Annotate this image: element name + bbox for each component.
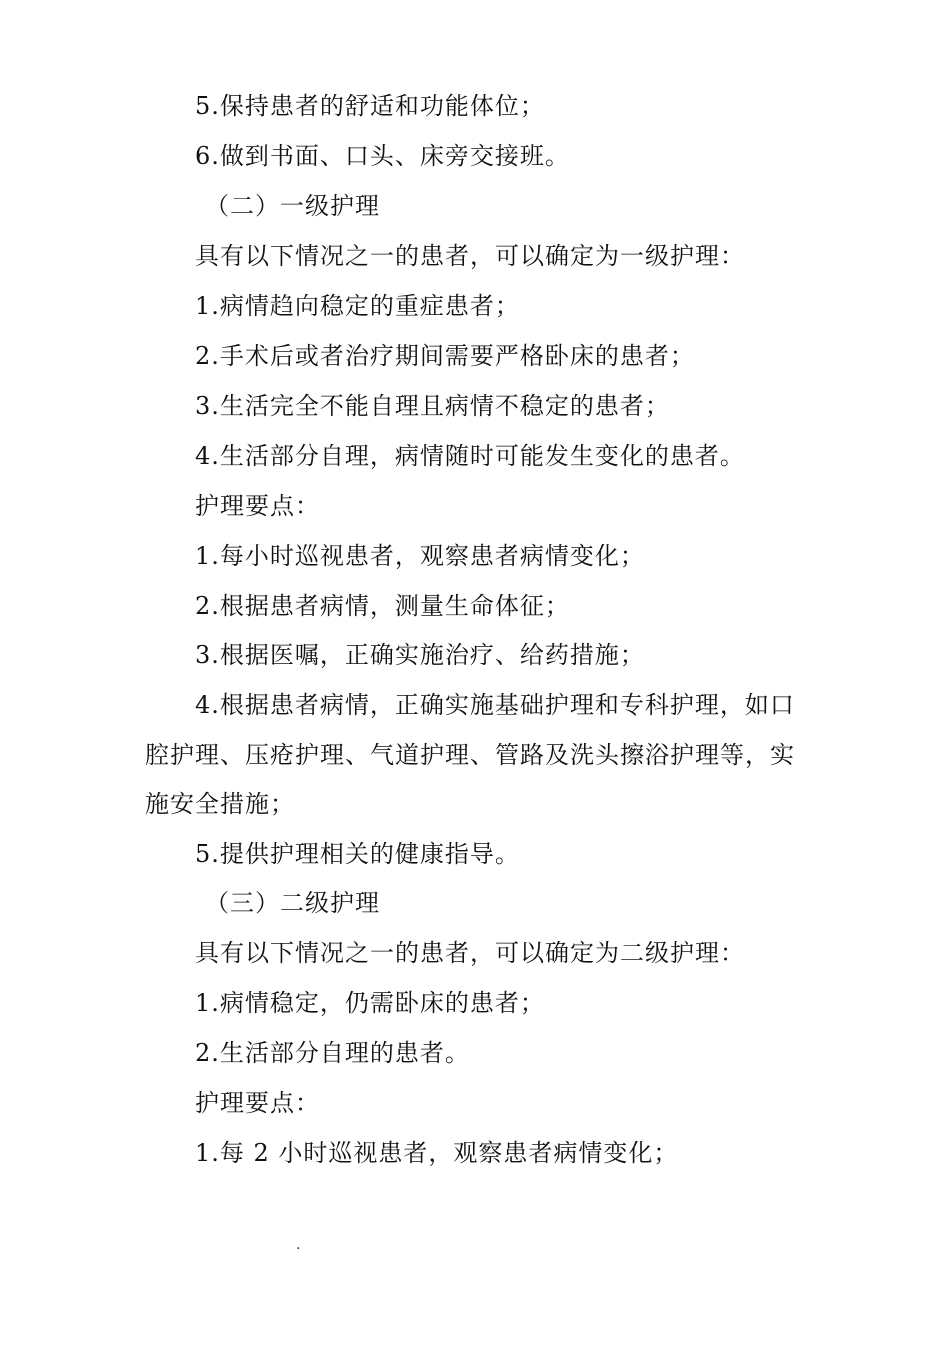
text-line: 具有以下情况之一的患者，可以确定为二级护理： — [195, 939, 745, 967]
footer-mark: . — [296, 1237, 302, 1253]
list-item: 1.每小时巡视患者，观察患者病情变化； — [195, 542, 645, 570]
list-item: 1.病情趋向稳定的重症患者； — [195, 292, 520, 320]
text-line-continued: 施安全措施； — [145, 790, 295, 818]
list-item: 4.生活部分自理，病情随时可能发生变化的患者。 — [195, 442, 745, 470]
section-heading: （三）二级护理 — [205, 889, 380, 917]
text-line-continued: 腔护理、压疮护理、气道护理、管路及洗头擦浴护理等，实 — [145, 741, 795, 769]
subheading: 护理要点： — [195, 1089, 320, 1117]
list-item: 3.生活完全不能自理且病情不稳定的患者； — [195, 392, 670, 420]
text-line: 具有以下情况之一的患者，可以确定为一级护理： — [195, 242, 745, 270]
list-item: 1.每 2 小时巡视患者，观察患者病情变化； — [195, 1139, 679, 1167]
text-line: 5.保持患者的舒适和功能体位； — [195, 92, 545, 120]
list-item: 2.生活部分自理的患者。 — [195, 1039, 470, 1067]
list-item: 4.根据患者病情，正确实施基础护理和专科护理，如口 — [195, 691, 795, 719]
list-item: 2.根据患者病情，测量生命体征； — [195, 592, 570, 620]
section-heading: （二）一级护理 — [205, 192, 380, 220]
list-item: 3.根据医嘱，正确实施治疗、给药措施； — [195, 641, 645, 669]
list-item: 5.提供护理相关的健康指导。 — [195, 840, 520, 868]
subheading: 护理要点： — [195, 492, 320, 520]
list-item: 1.病情稳定，仍需卧床的患者； — [195, 989, 545, 1017]
text-line: 6.做到书面、口头、床旁交接班。 — [195, 142, 570, 170]
list-item: 2.手术后或者治疗期间需要严格卧床的患者； — [195, 342, 695, 370]
